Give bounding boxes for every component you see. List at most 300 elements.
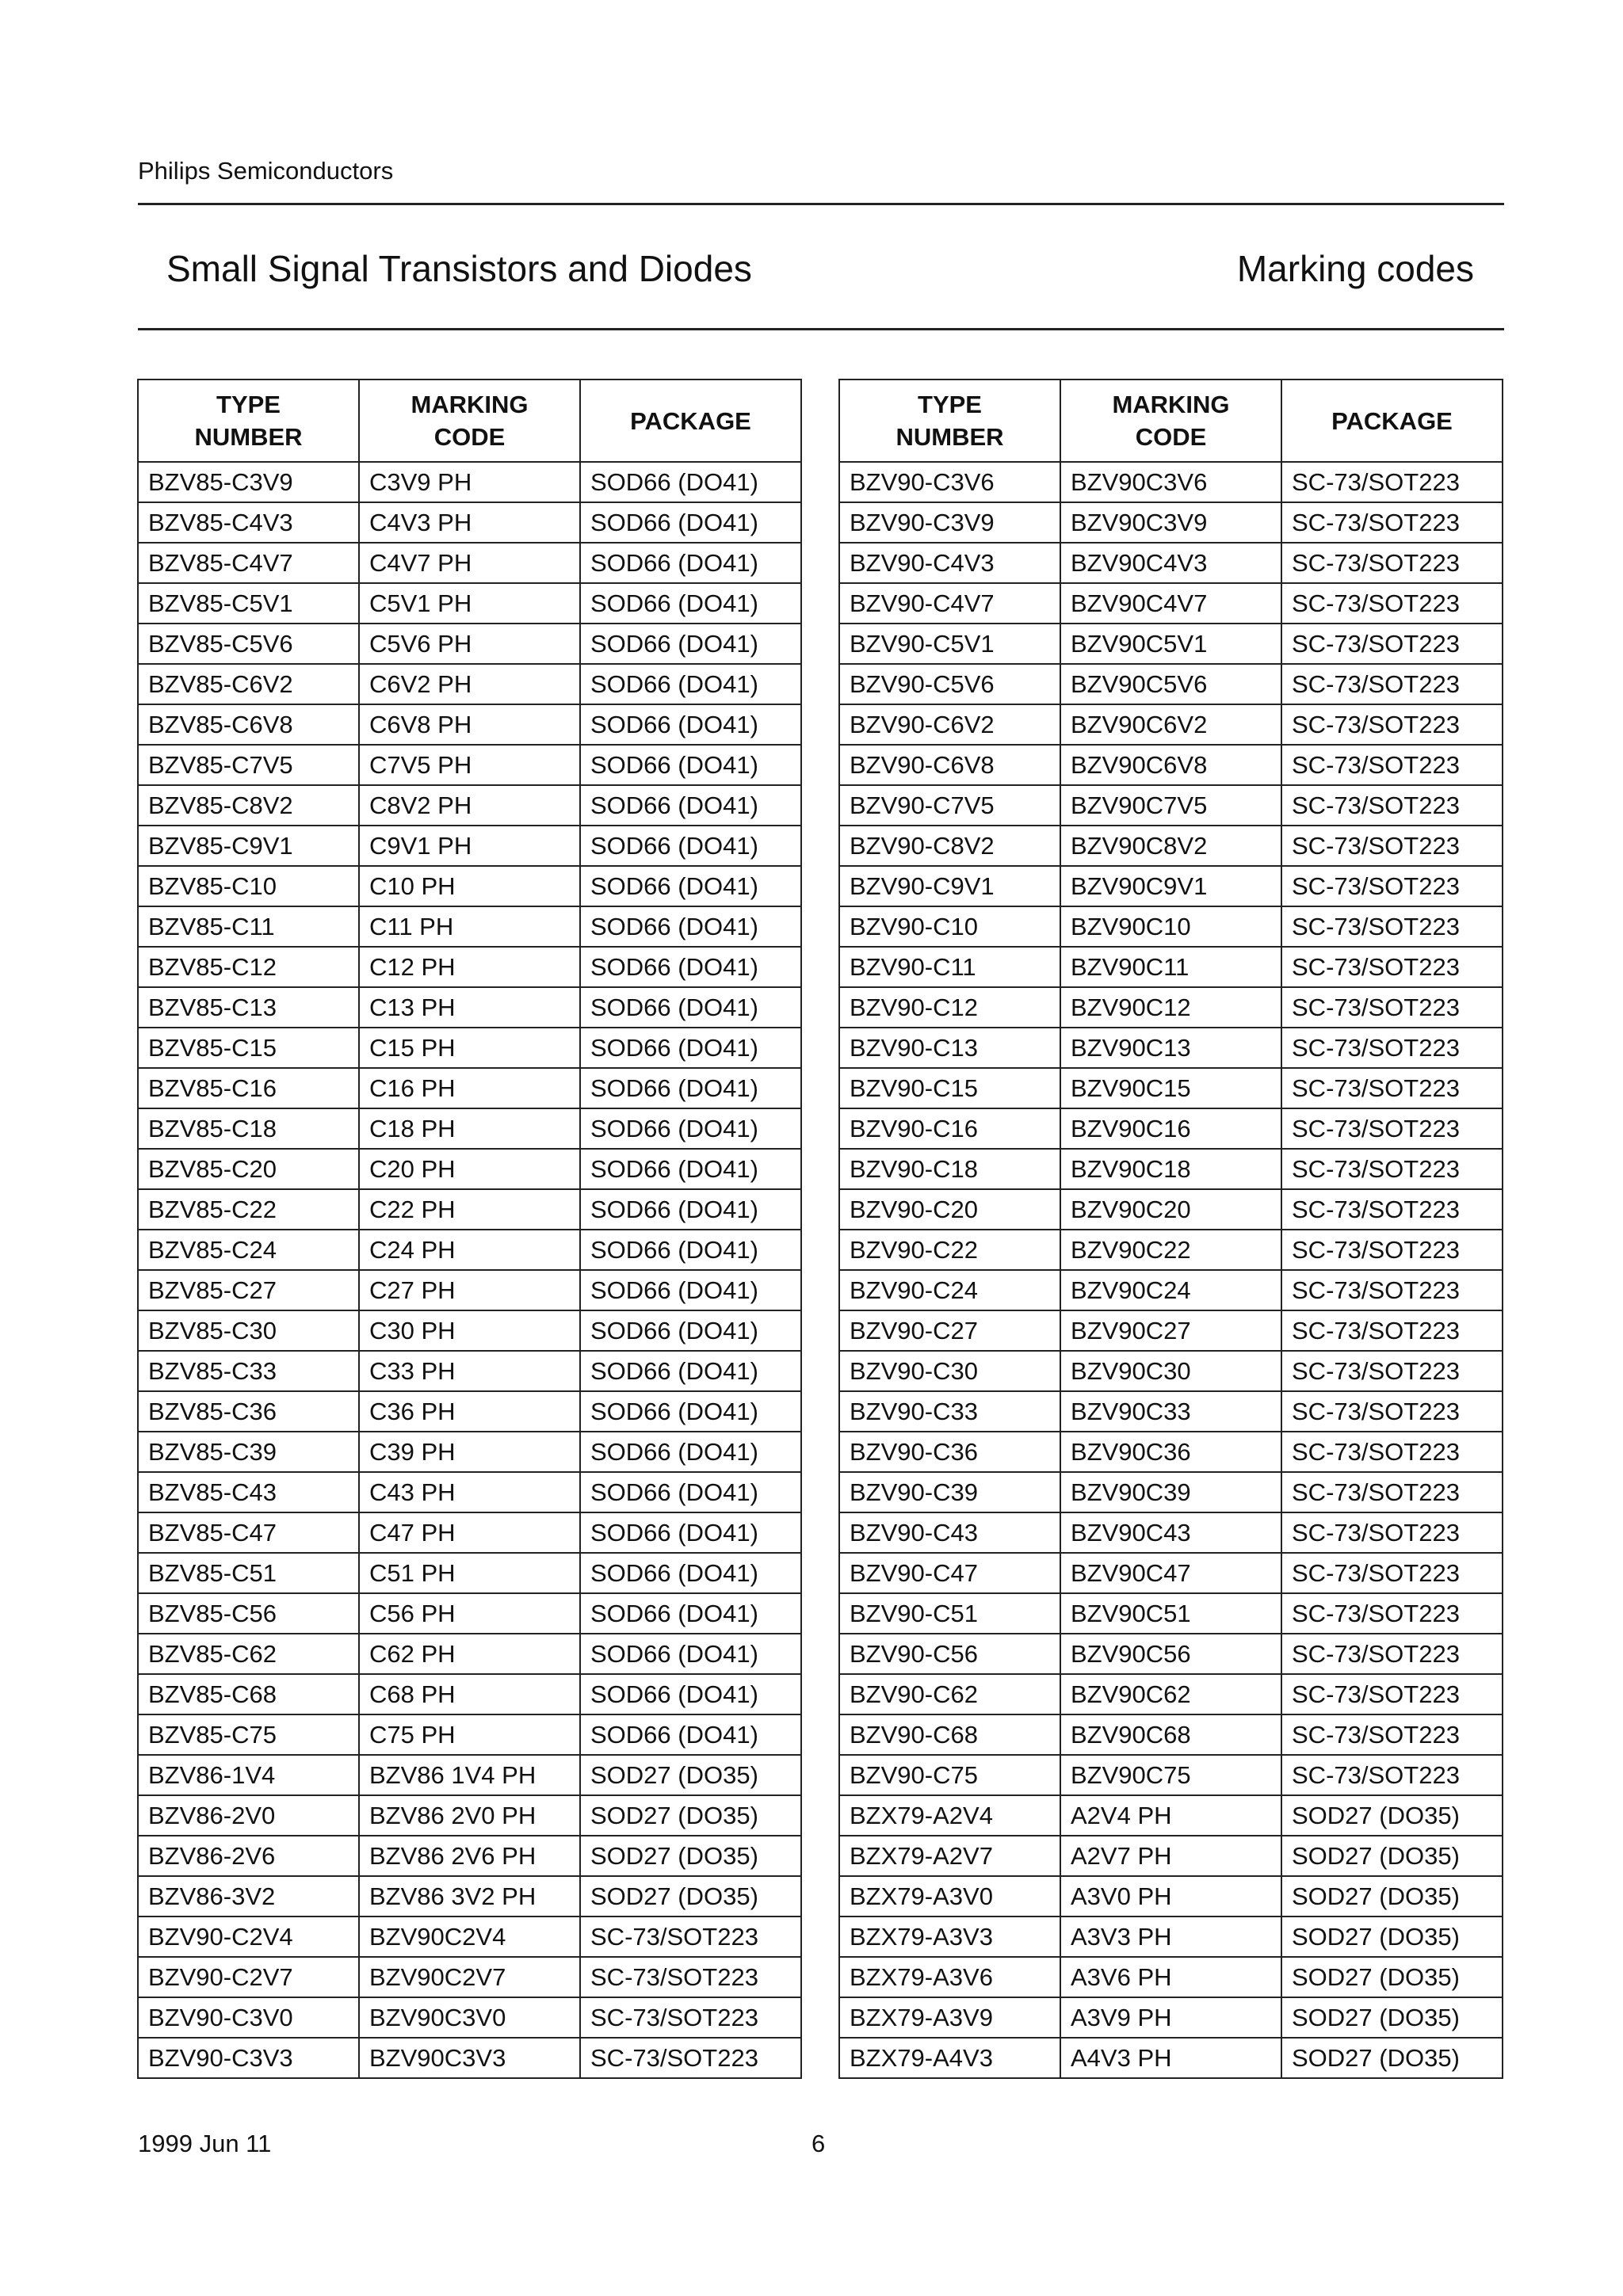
table-row (839, 1108, 1503, 1149)
type-number-cell: BZV85-C8V2 (138, 785, 359, 826)
table-row (839, 1028, 1503, 1068)
table-header-row (138, 379, 801, 462)
table-row (138, 2038, 801, 2078)
type-number-cell: BZV90-C9V1 (839, 866, 1060, 906)
type-number-cell: BZV85-C51 (138, 1553, 359, 1593)
marking-code-cell: C47 PH (359, 1512, 580, 1553)
column-header-marking-code (359, 379, 580, 462)
type-number-cell: BZV90-C4V7 (839, 583, 1060, 624)
marking-code-cell: BZV90C3V3 (359, 2038, 580, 2078)
table-row (839, 543, 1503, 583)
package-cell: SC-73/SOT223 (1281, 1149, 1503, 1189)
marking-code-cell: BZV90C18 (1060, 1149, 1281, 1189)
header-text: CODE (433, 423, 506, 451)
package-cell: SOD66 (DO41) (580, 1593, 801, 1634)
type-number-cell: BZV90-C2V4 (138, 1917, 359, 1957)
type-number-cell: BZV90-C3V0 (138, 1997, 359, 2038)
package-cell: SC-73/SOT223 (580, 2038, 801, 2078)
marking-code-cell: BZV90C56 (1060, 1634, 1281, 1674)
table-row (138, 1917, 801, 1957)
table-row (138, 1028, 801, 1068)
package-cell: SOD27 (DO35) (1281, 1957, 1503, 1997)
table-row (839, 1149, 1503, 1189)
package-cell: SOD66 (DO41) (580, 583, 801, 624)
package-cell: SC-73/SOT223 (1281, 1714, 1503, 1755)
marking-codes-table-right (838, 379, 1503, 2079)
package-cell: SOD66 (DO41) (580, 624, 801, 664)
marking-codes-table-left (137, 379, 802, 2079)
type-number-cell: BZV85-C15 (138, 1028, 359, 1068)
section-title: Marking codes (1236, 248, 1474, 289)
type-number-cell: BZV85-C47 (138, 1512, 359, 1553)
type-number-cell: BZV85-C24 (138, 1230, 359, 1270)
package-cell: SC-73/SOT223 (1281, 947, 1503, 987)
type-number-cell: BZV85-C56 (138, 1593, 359, 1634)
type-number-cell: BZV90-C6V2 (839, 704, 1060, 745)
type-number-cell: BZV90-C3V6 (839, 462, 1060, 502)
package-cell: SOD66 (DO41) (580, 1432, 801, 1472)
marking-code-cell: C5V6 PH (359, 624, 580, 664)
table-row (138, 1876, 801, 1917)
marking-code-cell: C12 PH (359, 947, 580, 987)
marking-code-cell: A3V9 PH (1060, 1997, 1281, 2038)
table-row (839, 624, 1503, 664)
package-cell: SC-73/SOT223 (1281, 1512, 1503, 1553)
package-cell: SOD27 (DO35) (1281, 1836, 1503, 1876)
marking-code-cell: C36 PH (359, 1391, 580, 1432)
table-row (839, 1997, 1503, 2038)
type-number-cell: BZV90-C33 (839, 1391, 1060, 1432)
header-text: PACKAGE (630, 406, 751, 435)
type-number-cell: BZV86-2V0 (138, 1795, 359, 1836)
package-cell: SOD66 (DO41) (580, 947, 801, 987)
marking-code-cell: BZV90C51 (1060, 1593, 1281, 1634)
document-title: Small Signal Transistors and Diodes (166, 248, 752, 289)
table-row (839, 1957, 1503, 1997)
package-cell: SOD66 (DO41) (580, 1310, 801, 1351)
marking-code-cell: C39 PH (359, 1432, 580, 1472)
marking-code-cell: C3V9 PH (359, 462, 580, 502)
table-row (138, 583, 801, 624)
marking-code-cell: C24 PH (359, 1230, 580, 1270)
table-row (839, 502, 1503, 543)
marking-code-cell: C4V3 PH (359, 502, 580, 543)
marking-code-cell: C8V2 PH (359, 785, 580, 826)
package-cell: SC-73/SOT223 (1281, 1189, 1503, 1230)
marking-code-cell: BZV90C68 (1060, 1714, 1281, 1755)
type-number-cell: BZV85-C12 (138, 947, 359, 987)
header-text: PACKAGE (1331, 406, 1453, 435)
marking-code-cell: C4V7 PH (359, 543, 580, 583)
type-number-cell: BZV90-C10 (839, 906, 1060, 947)
package-cell: SOD27 (DO35) (1281, 2038, 1503, 2078)
package-cell: SOD66 (DO41) (580, 826, 801, 866)
package-cell: SC-73/SOT223 (1281, 624, 1503, 664)
type-number-cell: BZV86-1V4 (138, 1755, 359, 1795)
type-number-cell: BZV90-C12 (839, 987, 1060, 1028)
type-number-cell: BZX79-A3V3 (839, 1917, 1060, 1957)
type-number-cell: BZV85-C4V7 (138, 543, 359, 583)
marking-code-cell: BZV90C6V2 (1060, 704, 1281, 745)
table-row (138, 1310, 801, 1351)
column-header-package (580, 379, 801, 462)
table-row (138, 1957, 801, 1997)
column-header-marking-code (1060, 379, 1281, 462)
type-number-cell: BZV85-C43 (138, 1472, 359, 1512)
type-number-cell: BZV90-C75 (839, 1755, 1060, 1795)
marking-code-cell: A3V0 PH (1060, 1876, 1281, 1917)
package-cell: SOD66 (DO41) (580, 1189, 801, 1230)
package-cell: SOD27 (DO35) (580, 1876, 801, 1917)
type-number-cell: BZV90-C22 (839, 1230, 1060, 1270)
table-row (839, 664, 1503, 704)
type-number-cell: BZX79-A2V7 (839, 1836, 1060, 1876)
marking-code-cell: BZV90C3V0 (359, 1997, 580, 2038)
package-cell: SOD66 (DO41) (580, 1230, 801, 1270)
marking-code-cell: C11 PH (359, 906, 580, 947)
marking-code-cell: C16 PH (359, 1068, 580, 1108)
table-row (839, 1836, 1503, 1876)
marking-code-cell: BZV90C27 (1060, 1310, 1281, 1351)
package-cell: SOD27 (DO35) (1281, 1876, 1503, 1917)
type-number-cell: BZV85-C11 (138, 906, 359, 947)
marking-code-cell: BZV90C39 (1060, 1472, 1281, 1512)
header-text: CODE (1135, 423, 1207, 451)
package-cell: SOD66 (DO41) (580, 664, 801, 704)
marking-code-cell: BZV90C22 (1060, 1230, 1281, 1270)
type-number-cell: BZV90-C6V8 (839, 745, 1060, 785)
package-cell: SC-73/SOT223 (1281, 1028, 1503, 1068)
table-row (138, 1674, 801, 1714)
marking-code-cell: BZV90C9V1 (1060, 866, 1281, 906)
marking-code-cell: C22 PH (359, 1189, 580, 1230)
table-row (138, 1270, 801, 1310)
package-cell: SOD66 (DO41) (580, 543, 801, 583)
package-cell: SC-73/SOT223 (1281, 1270, 1503, 1310)
table-row (839, 1230, 1503, 1270)
package-cell: SOD66 (DO41) (580, 1149, 801, 1189)
marking-code-cell: C43 PH (359, 1472, 580, 1512)
marking-code-cell: BZV90C20 (1060, 1189, 1281, 1230)
package-cell: SC-73/SOT223 (1281, 906, 1503, 947)
table-row (839, 1553, 1503, 1593)
marking-code-cell: BZV90C75 (1060, 1755, 1281, 1795)
header-text: TYPE (216, 391, 281, 418)
marking-code-cell: C68 PH (359, 1674, 580, 1714)
package-cell: SC-73/SOT223 (1281, 987, 1503, 1028)
marking-code-cell: C9V1 PH (359, 826, 580, 866)
header-text: NUMBER (896, 423, 1004, 451)
type-number-cell: BZV90-C68 (839, 1714, 1060, 1755)
package-cell: SC-73/SOT223 (1281, 462, 1503, 502)
package-cell: SC-73/SOT223 (580, 1917, 801, 1957)
table-row (138, 1472, 801, 1512)
type-number-cell: BZV85-C22 (138, 1189, 359, 1230)
type-number-cell: BZV90-C8V2 (839, 826, 1060, 866)
type-number-cell: BZV90-C3V9 (839, 502, 1060, 543)
package-cell: SC-73/SOT223 (1281, 1755, 1503, 1795)
marking-code-cell: A3V3 PH (1060, 1917, 1281, 1957)
page-number: 6 (812, 2130, 826, 2157)
marking-code-cell: A2V7 PH (1060, 1836, 1281, 1876)
package-cell: SC-73/SOT223 (1281, 745, 1503, 785)
marking-code-cell: BZV90C15 (1060, 1068, 1281, 1108)
marking-code-cell: BZV90C4V3 (1060, 543, 1281, 583)
package-cell: SOD27 (DO35) (1281, 1997, 1503, 2038)
type-number-cell: BZX79-A3V0 (839, 1876, 1060, 1917)
package-cell: SOD66 (DO41) (580, 1270, 801, 1310)
package-cell: SOD66 (DO41) (580, 1391, 801, 1432)
package-cell: SOD66 (DO41) (580, 1674, 801, 1714)
table-row (138, 1836, 801, 1876)
type-number-cell: BZX79-A3V6 (839, 1957, 1060, 1997)
type-number-cell: BZV85-C7V5 (138, 745, 359, 785)
header-text: TYPE (918, 391, 982, 418)
type-number-cell: BZV85-C4V3 (138, 502, 359, 543)
package-cell: SOD66 (DO41) (580, 1634, 801, 1674)
type-number-cell: BZX79-A2V4 (839, 1795, 1060, 1836)
table-row (839, 1391, 1503, 1432)
type-number-cell: BZV85-C6V2 (138, 664, 359, 704)
marking-code-cell: C7V5 PH (359, 745, 580, 785)
marking-code-cell: BZV90C11 (1060, 947, 1281, 987)
type-number-cell: BZV90-C24 (839, 1270, 1060, 1310)
table-row (138, 1997, 801, 2038)
table-row (138, 826, 801, 866)
table-row (138, 987, 801, 1028)
table-row (839, 2038, 1503, 2078)
table-row (839, 745, 1503, 785)
marking-code-cell: BZV90C4V7 (1060, 583, 1281, 624)
type-number-cell: BZV85-C5V6 (138, 624, 359, 664)
marking-code-cell: BZV90C24 (1060, 1270, 1281, 1310)
table-row (839, 1634, 1503, 1674)
marking-code-cell: C5V1 PH (359, 583, 580, 624)
package-cell: SOD66 (DO41) (580, 1108, 801, 1149)
table-row (138, 1068, 801, 1108)
header-rule-bottom (138, 328, 1504, 330)
table-row (839, 1270, 1503, 1310)
type-number-cell: BZV90-C30 (839, 1351, 1060, 1391)
package-cell: SOD66 (DO41) (580, 866, 801, 906)
marking-code-cell: BZV90C16 (1060, 1108, 1281, 1149)
package-cell: SC-73/SOT223 (1281, 785, 1503, 826)
package-cell: SC-73/SOT223 (1281, 826, 1503, 866)
package-cell: SOD66 (DO41) (580, 1068, 801, 1108)
table-row (138, 704, 801, 745)
marking-code-cell: BZV90C47 (1060, 1553, 1281, 1593)
marking-code-cell: BZV90C30 (1060, 1351, 1281, 1391)
table-row (839, 583, 1503, 624)
header-text: MARKING (1112, 391, 1230, 418)
table-row (138, 502, 801, 543)
header-text: MARKING (411, 391, 529, 418)
marking-code-cell: BZV90C5V1 (1060, 624, 1281, 664)
marking-code-cell: BZV90C3V6 (1060, 462, 1281, 502)
table-row (138, 1512, 801, 1553)
type-number-cell: BZV90-C16 (839, 1108, 1060, 1149)
package-cell: SC-73/SOT223 (1281, 1634, 1503, 1674)
table-row (138, 1714, 801, 1755)
marking-code-cell: C20 PH (359, 1149, 580, 1189)
table-row (839, 1714, 1503, 1755)
table-row (839, 1310, 1503, 1351)
package-cell: SOD66 (DO41) (580, 1553, 801, 1593)
table-row (138, 1391, 801, 1432)
table-row (138, 906, 801, 947)
table-row (138, 1149, 801, 1189)
marking-code-cell: C6V8 PH (359, 704, 580, 745)
marking-code-cell: A2V4 PH (1060, 1795, 1281, 1836)
package-cell: SC-73/SOT223 (1281, 664, 1503, 704)
header-text: NUMBER (194, 423, 303, 451)
table-row (138, 624, 801, 664)
type-number-cell: BZV90-C13 (839, 1028, 1060, 1068)
type-number-cell: BZV90-C43 (839, 1512, 1060, 1553)
marking-code-cell: C33 PH (359, 1351, 580, 1391)
table-row (839, 1472, 1503, 1512)
table-row (839, 704, 1503, 745)
type-number-cell: BZV85-C13 (138, 987, 359, 1028)
type-number-cell: BZV85-C20 (138, 1149, 359, 1189)
table-row (839, 1755, 1503, 1795)
table-row (839, 1917, 1503, 1957)
package-cell: SOD66 (DO41) (580, 1512, 801, 1553)
package-cell: SC-73/SOT223 (580, 1957, 801, 1997)
package-cell: SOD66 (DO41) (580, 1472, 801, 1512)
marking-code-cell: BZV86 2V6 PH (359, 1836, 580, 1876)
package-cell: SC-73/SOT223 (1281, 704, 1503, 745)
table-row (138, 1230, 801, 1270)
type-number-cell: BZV90-C2V7 (138, 1957, 359, 1997)
company-name: Philips Semiconductors (138, 157, 394, 185)
type-number-cell: BZX79-A3V9 (839, 1997, 1060, 2038)
package-cell: SC-73/SOT223 (1281, 502, 1503, 543)
type-number-cell: BZV90-C15 (839, 1068, 1060, 1108)
marking-code-cell: BZV90C33 (1060, 1391, 1281, 1432)
package-cell: SOD27 (DO35) (580, 1795, 801, 1836)
header-rule-top (138, 203, 1504, 205)
package-cell: SC-73/SOT223 (1281, 1391, 1503, 1432)
package-cell: SOD66 (DO41) (580, 1351, 801, 1391)
package-cell: SOD66 (DO41) (580, 987, 801, 1028)
type-number-cell: BZV90-C36 (839, 1432, 1060, 1472)
marking-code-cell: BZV90C8V2 (1060, 826, 1281, 866)
marking-code-cell: C75 PH (359, 1714, 580, 1755)
table-row (839, 1432, 1503, 1472)
type-number-cell: BZV90-C5V1 (839, 624, 1060, 664)
package-cell: SC-73/SOT223 (1281, 543, 1503, 583)
package-cell: SC-73/SOT223 (1281, 1108, 1503, 1149)
table-row (138, 1795, 801, 1836)
table-row (138, 947, 801, 987)
marking-code-cell: C18 PH (359, 1108, 580, 1149)
table-row (839, 906, 1503, 947)
package-cell: SOD66 (DO41) (580, 704, 801, 745)
package-cell: SC-73/SOT223 (1281, 1432, 1503, 1472)
package-cell: SC-73/SOT223 (1281, 1351, 1503, 1391)
type-number-cell: BZV85-C62 (138, 1634, 359, 1674)
marking-code-cell: BZV86 2V0 PH (359, 1795, 580, 1836)
table-row (138, 664, 801, 704)
marking-code-cell: A3V6 PH (1060, 1957, 1281, 1997)
column-header-type-number (138, 379, 359, 462)
type-number-cell: BZV85-C18 (138, 1108, 359, 1149)
table-row (839, 1795, 1503, 1836)
marking-code-cell: C10 PH (359, 866, 580, 906)
marking-code-cell: C30 PH (359, 1310, 580, 1351)
marking-code-cell: BZV90C10 (1060, 906, 1281, 947)
table-row (138, 462, 801, 502)
marking-code-cell: C56 PH (359, 1593, 580, 1634)
package-cell: SC-73/SOT223 (580, 1997, 801, 2038)
marking-code-cell: BZV90C12 (1060, 987, 1281, 1028)
table-row (138, 1189, 801, 1230)
type-number-cell: BZV85-C6V8 (138, 704, 359, 745)
package-cell: SOD27 (DO35) (580, 1836, 801, 1876)
table-row (839, 987, 1503, 1028)
type-number-cell: BZV90-C27 (839, 1310, 1060, 1351)
type-number-cell: BZV90-C51 (839, 1593, 1060, 1634)
package-cell: SC-73/SOT223 (1281, 1230, 1503, 1270)
type-number-cell: BZX79-A4V3 (839, 2038, 1060, 2078)
type-number-cell: BZV90-C3V3 (138, 2038, 359, 2078)
marking-code-cell: C27 PH (359, 1270, 580, 1310)
marking-code-cell: BZV86 3V2 PH (359, 1876, 580, 1917)
table-row (138, 1593, 801, 1634)
table-row (839, 462, 1503, 502)
type-number-cell: BZV85-C10 (138, 866, 359, 906)
table-row (138, 1755, 801, 1795)
table-row (839, 785, 1503, 826)
type-number-cell: BZV85-C27 (138, 1270, 359, 1310)
type-number-cell: BZV90-C56 (839, 1634, 1060, 1674)
table-row (138, 543, 801, 583)
table-header-row (839, 379, 1503, 462)
table-row (839, 1351, 1503, 1391)
marking-code-cell: C62 PH (359, 1634, 580, 1674)
marking-code-cell: BZV90C6V8 (1060, 745, 1281, 785)
type-number-cell: BZV90-C20 (839, 1189, 1060, 1230)
table-row (138, 1108, 801, 1149)
table-row (839, 1512, 1503, 1553)
table-row (138, 785, 801, 826)
marking-code-cell: BZV90C2V4 (359, 1917, 580, 1957)
package-cell: SOD66 (DO41) (580, 1028, 801, 1068)
table-row (839, 947, 1503, 987)
package-cell: SC-73/SOT223 (1281, 1472, 1503, 1512)
marking-code-cell: C13 PH (359, 987, 580, 1028)
table-row (839, 1674, 1503, 1714)
table-row (839, 1593, 1503, 1634)
table-body (839, 462, 1503, 2078)
type-number-cell: BZV90-C7V5 (839, 785, 1060, 826)
package-cell: SC-73/SOT223 (1281, 1553, 1503, 1593)
type-number-cell: BZV85-C30 (138, 1310, 359, 1351)
type-number-cell: BZV90-C47 (839, 1553, 1060, 1593)
package-cell: SC-73/SOT223 (1281, 1593, 1503, 1634)
type-number-cell: BZV90-C11 (839, 947, 1060, 987)
package-cell: SC-73/SOT223 (1281, 1310, 1503, 1351)
table-row (138, 1553, 801, 1593)
table-body (138, 462, 801, 2078)
package-cell: SOD66 (DO41) (580, 745, 801, 785)
marking-code-cell: BZV90C43 (1060, 1512, 1281, 1553)
footer-date: 1999 Jun 11 (138, 2130, 272, 2157)
type-number-cell: BZV90-C5V6 (839, 664, 1060, 704)
type-number-cell: BZV85-C39 (138, 1432, 359, 1472)
type-number-cell: BZV85-C16 (138, 1068, 359, 1108)
